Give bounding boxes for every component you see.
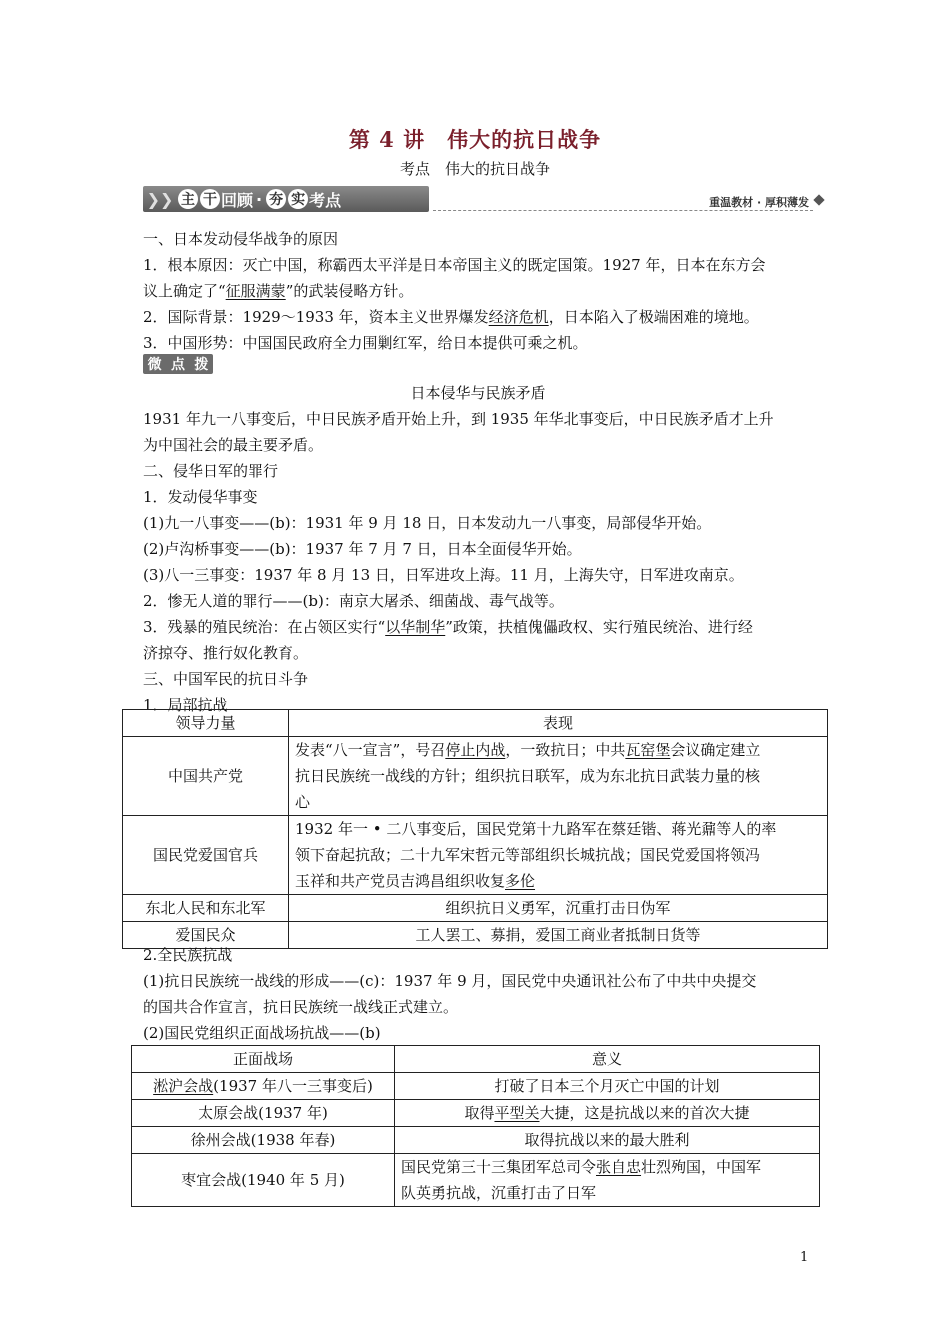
table-header: 领导力量	[123, 710, 289, 737]
banner-char: 考点	[309, 190, 342, 210]
section3-part2: 2.全民族抗战 (1)抗日民族统一战线的形成——(c)：1937 年 9 月，国民党中央通讯社公布了中共中央提交 的国共合作宣言，抗日民族统一战线正式建立。 (2)国民党组织正面战场抗战——(b)	[143, 946, 757, 1042]
keyword: 以华制华	[385, 618, 446, 636]
note-body: 1931 年九一八事变后，中日民族矛盾开始上升，到 1935 年华北事变后，中日民族矛盾才上升 为中国社会的最主要矛盾。 二、侵华日军的罪行 1．发动侵华事变 (1)九一八事变——(b)：1931 年 9 月 18 日，日本发动九一八事变，局部侵华开始。 (2)卢沟桥事变——(b)：1937 年 7 月 7 日，日本全面侵华开始。 (3)八一三事变：1937 年 8 月 13 日，日军进攻上海。11 月，上海失守，日军进攻南京。 2．惨无人道的罪行——(b)：南京大屠杀、细菌战、毒气战等。 3．残暴的殖民统治：在占领区实行“以华制华”政策，扶植傀儡政权、实行殖民统治、进行经 济掠夺、推行奴化教育。 三、中国军民的抗日斗争 1．局部抗战	[143, 406, 813, 718]
chevron-right-icon: ❯❯	[146, 189, 174, 209]
banner-char: 夯	[266, 189, 286, 209]
table-header-row	[132, 1046, 820, 1073]
banner-char: 干	[200, 189, 220, 209]
table-header: 正面战场	[132, 1046, 395, 1073]
section1-heading: 一、日本发动侵华战争的原因	[143, 230, 339, 248]
table-header-row	[123, 710, 828, 737]
banner-char: 实	[288, 189, 308, 209]
banner-label	[143, 186, 429, 212]
banner-char: 回顾	[221, 190, 254, 210]
table-row: 爱国民众 工人罢工、募捐，爱国工商业者抵制日货等	[123, 922, 828, 949]
banner-char: 主	[178, 189, 198, 209]
frontal-battle-table	[131, 1045, 820, 1207]
table-header: 表现	[289, 710, 828, 737]
table-row: 东北人民和东北军 组织抗日义勇军，沉重打击日伪军	[123, 895, 828, 922]
banner-char: ·	[256, 189, 263, 209]
section1-p1-line1: 1．根本原因：灭亡中国，称霸西太平洋是日本帝国主义的既定国策。1927 年，日本在东方会	[143, 256, 766, 274]
diamond-icon	[813, 194, 824, 205]
keyword: 征服满蒙	[225, 282, 286, 300]
section1-p3: 3．中国形势：中国国民政府全力围剿红军，给日本提供可乘之机。	[143, 334, 588, 352]
banner-motto: 重温教材 · 厚积薄发	[709, 196, 809, 209]
section1-p2: 2．国际背景：1929～1933 年，资本主义世界爆发经济危机，日本陷入了极端困难的境地。	[143, 308, 759, 326]
keyword: 经济危机	[488, 308, 549, 326]
section1-p1-line2: 议上确定了“征服满蒙”的武装侵略方针。	[143, 282, 414, 300]
section-banner	[143, 186, 823, 214]
table-row: 枣宜会战(1940 年 5 月) 国民党第三十三集团军总司令张自忠壮烈殉国，中国军 队英勇抗战，沉重打击了日军	[132, 1154, 820, 1207]
table-row: 太原会战(1937 年) 取得平型关大捷，这是抗战以来的首次大捷	[132, 1100, 820, 1127]
section3-heading: 三、中国军民的抗日斗争	[143, 670, 309, 688]
section2-heading: 二、侵华日军的罪行	[143, 462, 279, 480]
banner-divider	[433, 210, 813, 211]
page-number: 1	[800, 1250, 809, 1265]
table-row: 淞沪会战(1937 年八一三事变后) 打破了日本三个月灭亡中国的计划	[132, 1073, 820, 1100]
page-subtitle: 考点 伟大的抗日战争	[399, 160, 550, 178]
page-title: 第 4 讲 伟大的抗日战争	[348, 127, 602, 152]
table-row: 徐州会战(1938 年春) 取得抗战以来的最大胜利	[132, 1127, 820, 1154]
note-heading: 日本侵华与民族矛盾	[410, 384, 546, 402]
tip-tag: 微 点 拨	[143, 354, 213, 374]
local-resistance-table	[122, 709, 828, 949]
table-row: 中国共产党 发表“八一宣言”，号召停止内战，一致抗日；中共瓦窑堡会议确定建立 抗日民族统一战线的方针；组织抗日联军，成为东北抗日武装力量的核 心	[123, 737, 828, 816]
table-header: 意义	[395, 1046, 820, 1073]
section1	[143, 226, 813, 356]
table-row: 国民党爱国官兵 1932 年一 • 二八事变后，国民党第十九路军在蔡廷锴、蒋光鼐等人的率 领下奋起抗敌；二十九军宋哲元等部组织长城抗战；国民党爱国将领冯 玉祥和共产党员吉鸿昌组织收复多伦	[123, 816, 828, 895]
